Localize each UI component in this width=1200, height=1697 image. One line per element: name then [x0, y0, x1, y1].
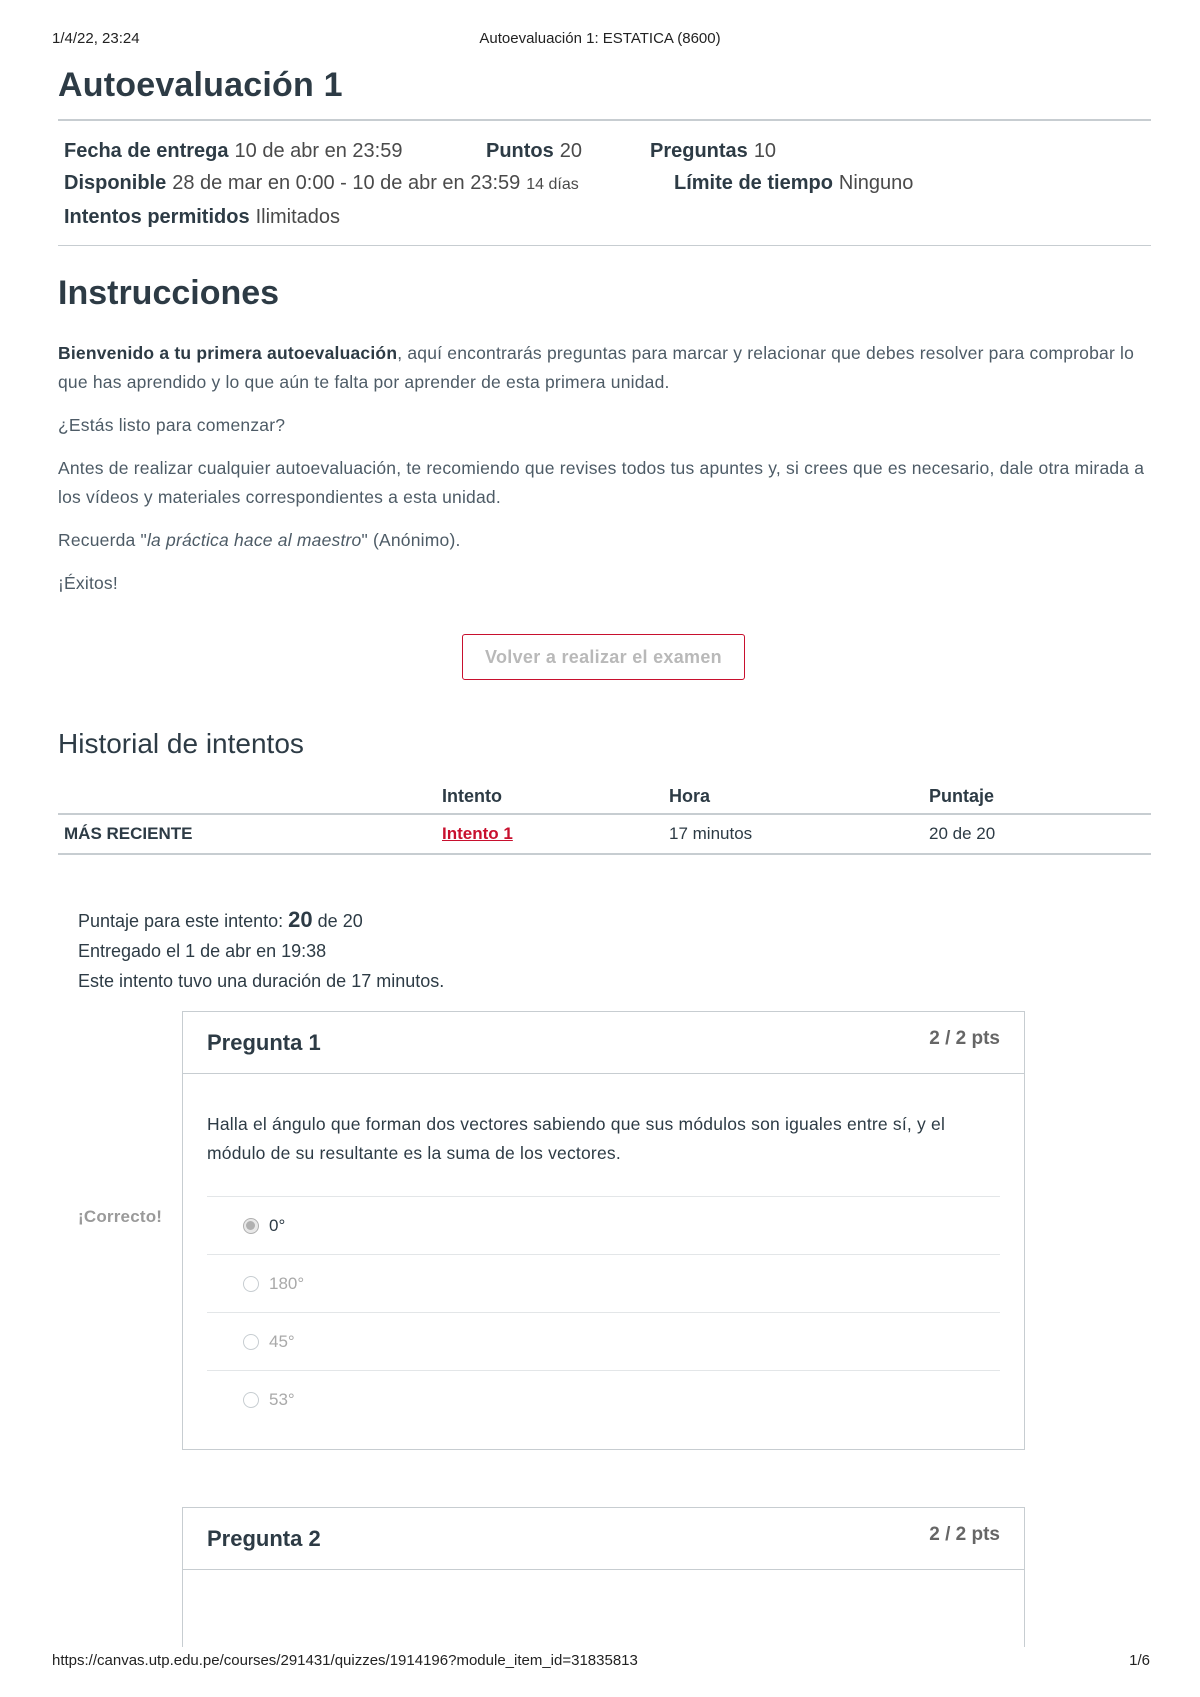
answer-label: 53°	[269, 1390, 295, 1409]
divider	[58, 245, 1151, 246]
score-suffix: de 20	[317, 911, 363, 931]
answer-label: 45°	[269, 1331, 295, 1351]
question-points: 2 / 2 pts	[929, 1028, 1000, 1049]
question-card	[182, 1507, 1025, 1647]
question-card	[182, 1011, 1025, 1450]
available-label: Disponible	[64, 172, 167, 194]
details-row-1	[64, 135, 1145, 167]
table-row	[58, 814, 1151, 854]
attempt-time: 17 minutos	[663, 814, 923, 854]
details-row-3	[64, 201, 1145, 233]
instructions-paragraph: Antes de realizar cualquier autoevaluación, te recomiendo que revises todos tus apuntes y, si crees que es necesario, dale otra mirada a los vídeos y materiales correspondientes a esta unidad.	[58, 458, 1145, 507]
question-points: 2 / 2 pts	[929, 1524, 1000, 1545]
radio-button[interactable]	[243, 1334, 259, 1350]
details-row-2	[64, 167, 1145, 201]
row-label: MÁS RECIENTE	[58, 814, 436, 854]
question-header	[183, 1508, 1024, 1570]
column-header	[58, 782, 436, 814]
radio-button[interactable]	[243, 1276, 259, 1292]
points-label: Puntos	[486, 140, 554, 162]
answer-option[interactable]	[207, 1255, 1000, 1313]
score-value: 20	[288, 907, 313, 932]
quote-italic: la práctica hace al maestro	[146, 530, 362, 550]
question-header	[183, 1012, 1024, 1074]
instructions-paragraph: ¿Estás listo para comenzar?	[58, 415, 286, 435]
print-datetime: 1/4/22, 23:24	[52, 30, 140, 47]
column-header: Intento	[436, 782, 663, 814]
correct-answer-flag: ¡Correcto!	[78, 1207, 163, 1226]
retake-wrap	[58, 634, 1151, 680]
attempt-link[interactable]: Intento 1	[442, 824, 513, 843]
quiz-details	[58, 121, 1151, 245]
time-limit-label: Límite de tiempo	[674, 172, 833, 194]
answer-label: 180°	[269, 1273, 305, 1293]
instructions-paragraph	[58, 339, 1151, 397]
print-header	[0, 30, 1200, 50]
time-limit-value: Ninguno	[838, 172, 914, 194]
instructions-heading: Instrucciones	[58, 274, 280, 312]
instructions-bold-text: Bienvenido a tu primera autoevaluación	[58, 343, 398, 363]
print-url: https://canvas.utp.edu.pe/courses/291431/quizzes/1914196?module_item_id=31835813	[52, 1652, 638, 1669]
quote-post: " (Anónimo).	[361, 530, 461, 550]
question-text: Halla el ángulo que forman dos vectores sabiendo que sus módulos son iguales entre sí, y el módulo de su resultante es la suma de los vectores.	[207, 1114, 946, 1163]
submitted-line: Entregado el 1 de abr en 19:38	[78, 941, 327, 961]
attempt-score: 20 de 20	[923, 814, 1151, 854]
due-value: 10 de abr en 23:59	[234, 140, 403, 162]
answer-list	[207, 1196, 1000, 1429]
page-title: Autoevaluación 1	[58, 66, 343, 104]
main-content	[58, 60, 1151, 996]
available-days: 14 días	[526, 176, 579, 193]
duration-line: Este intento tuvo una duración de 17 minutos.	[78, 971, 445, 991]
quote-pre: Recuerda "	[58, 530, 147, 550]
answer-label: 0°	[269, 1215, 286, 1235]
attempt-history-table	[58, 782, 1151, 855]
answer-option[interactable]	[207, 1371, 1000, 1429]
column-header: Puntaje	[923, 782, 1151, 814]
points-value: 20	[559, 140, 583, 162]
score-prefix: Puntaje para este intento:	[78, 911, 284, 931]
question-body	[183, 1074, 1024, 1449]
radio-button-selected[interactable]	[243, 1218, 259, 1234]
score-line	[78, 905, 1151, 936]
instructions-body	[58, 339, 1151, 598]
attempts-label: Intentos permitidos	[64, 206, 250, 228]
instructions-text: , aquí encontrarás preguntas para marcar y relacionar que debes resolver para comprobar lo que has aprendido y lo que aún te falta por aprender de esta primera unidad.	[58, 343, 1135, 392]
questions-label: Preguntas	[650, 140, 748, 162]
answer-option[interactable]	[207, 1313, 1000, 1371]
table-header-row	[58, 782, 1151, 814]
instructions-paragraph: ¡Éxitos!	[58, 573, 118, 593]
question-title: Pregunta 1	[207, 1030, 321, 1055]
print-doc-title: Autoevaluación 1: ESTATICA (8600)	[479, 30, 721, 47]
print-page-number: 1/6	[1129, 1652, 1150, 1669]
attempts-value: Ilimitados	[255, 206, 341, 228]
due-label: Fecha de entrega	[64, 140, 229, 162]
questions-value: 10	[753, 140, 777, 162]
print-footer	[0, 1652, 1200, 1672]
history-heading: Historial de intentos	[58, 728, 304, 759]
instructions-paragraph	[58, 526, 1151, 555]
retake-quiz-button[interactable]: Volver a realizar el examen	[462, 634, 745, 680]
answer-option[interactable]	[207, 1197, 1000, 1255]
column-header: Hora	[663, 782, 923, 814]
question-title: Pregunta 2	[207, 1526, 321, 1551]
available-value: 28 de mar en 0:00 - 10 de abr en 23:59	[172, 172, 521, 194]
attempt-summary	[78, 905, 1151, 996]
radio-button[interactable]	[243, 1392, 259, 1408]
